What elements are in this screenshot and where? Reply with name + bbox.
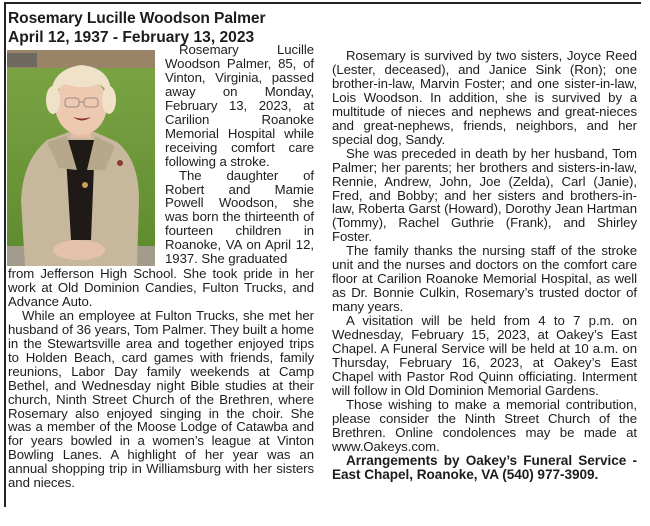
obituary-paragraph-intro: Rosemary Lucille Woodson Palmer, 85, of Vinton, Virginia, passed away on Monday, February 13, 2023, at Carilion Roanoke Memorial Hospital while receiving comfort care following a stroke. xyxy=(165,42,314,169)
portrait-photo xyxy=(7,50,155,266)
obituary-paragraph-memorial: Those wishing to make a memorial contribution, please consider the Ninth Street Church of the Brethren. Online condolences may be made at www.Oakeys.com. xyxy=(332,396,637,454)
obituary-column-right xyxy=(332,49,637,482)
obituary-name-heading: Rosemary Lucille Woodson Palmer xyxy=(8,10,266,27)
obituary-arrangements: Arrangements by Oakey’s Funeral Service - East Chapel, Roanoke, VA (540) 977-3909. xyxy=(332,452,637,482)
obituary-dates-heading: April 12, 1937 - February 13, 2023 xyxy=(8,29,255,46)
obituary-paragraph-preceded: She was preceded in death by her husband, Tom Palmer; her parents; her brothers and sisters-in-law, Rennie, Andrew, John, Joe (Zelda), Carl (Janie), Fred, and Bobby; and her sisters and brothers-in-law, Roberta Garst (Howard), Dorothy Jean Hartman (Tommy), Rachel Guthrie (Frank), and Shirley Foster. xyxy=(332,145,637,245)
left-border-rule xyxy=(4,2,6,507)
obituary-column-left-bottom xyxy=(8,267,314,490)
top-border-rule xyxy=(4,2,641,4)
obituary-paragraph-parents-continued: from Jefferson High School. She took pride in her work at Old Dominion Candies, Fulton Trucks, and Advance Auto. xyxy=(8,266,314,309)
obituary-paragraph-services: A visitation will be held from 4 to 7 p.m. on Wednesday, February 15, 2023, at Oakey’s East Chapel. A Funeral Service will be held at 10 a.m. on Thursday, February 16, 2023, at Oakey’s East Chapel with Pastor Rod Quinn officiating. Interment will follow in Old Dominion Memorial Gardens. xyxy=(332,313,637,398)
obituary-paragraph-survivors: Rosemary is survived by two sisters, Joyce Reed (Lester, deceased), and Janice Sink (Ron); one brother-in-law, Marvin Foster; and one sister-in-law, Lois Woodson. In addition, she is survived by a multitude of nieces and nephews and great-nieces and great-nephews, friends, neighbors, and her special dog, Sandy. xyxy=(332,48,637,147)
obituary-column-left-top xyxy=(165,43,314,266)
obituary-paragraph-parents: The daughter of Robert and Mamie Powell Woodson, she was born the thirteenth of fourteen children in Roanoke, VA on April 12, 1937. She graduated xyxy=(165,167,314,267)
obituary-paragraph-life: While an employee at Fulton Trucks, she met her husband of 36 years, Tom Palmer. They built a home in the Stewartsville area and together enjoyed trips to Holden Beach, card games with friends, family reunions, Labor Day family weekends at Camp Bethel, and Wednesday night Bible studies at their church, Ninth Street Church of the Brethren, where Rosemary also enjoyed singing in the choir. She was a member of the Moose Lodge of Catawba and for years bowled in a women’s league at Vinton Bowling Lanes. A highlight of her year was an annual shopping trip in Williamsburg with her sisters and nieces. xyxy=(8,307,314,491)
obituary-paragraph-thanks: The family thanks the nursing staff of the stroke unit and the nurses and doctors on the comfort care floor at Carilion Roanoke Memorial Hospital, as well as Dr. Bonnie Culkin, Rosemary’s trusted doctor of many years. xyxy=(332,243,637,315)
portrait-photo-icon xyxy=(7,50,155,266)
